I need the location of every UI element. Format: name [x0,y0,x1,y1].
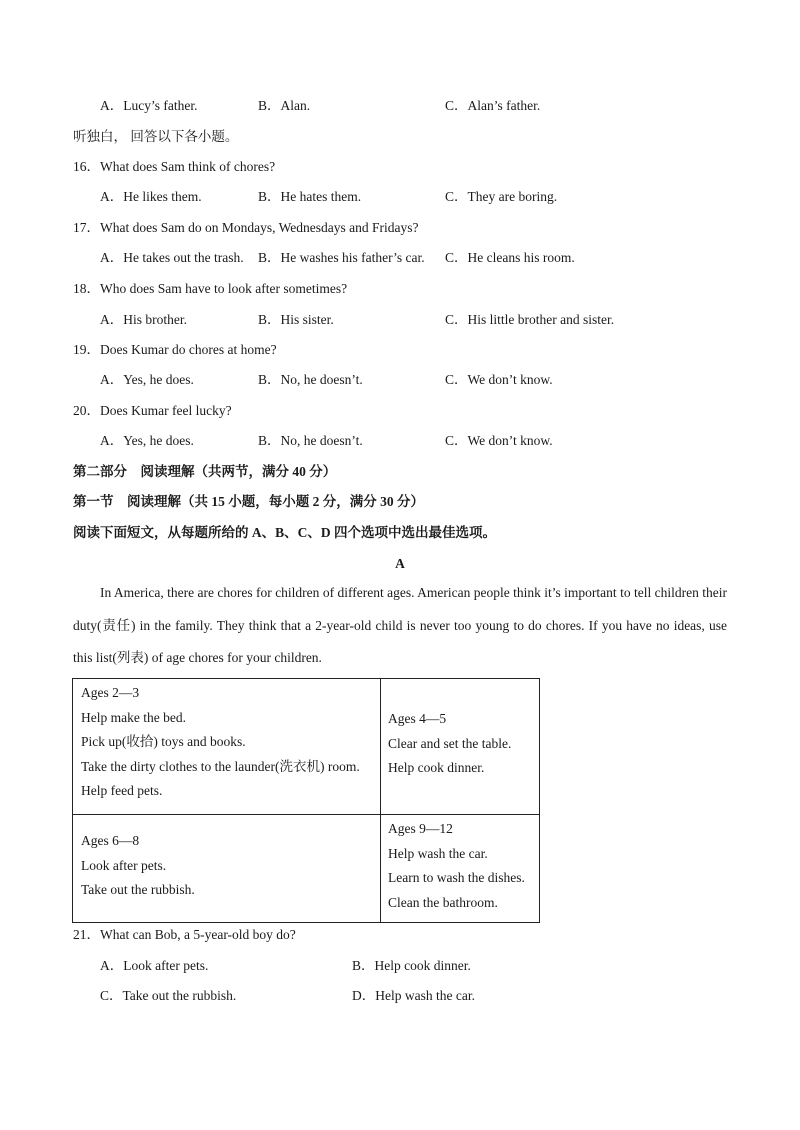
cell-title: Ages 2—3 [81,685,140,700]
option-b: B．No, he doesn’t. [258,372,363,387]
cell-item: Take the dirty clothes to the launder(洗衣机) room. [81,758,360,774]
question-stem: 19．Does Kumar do chores at home? [73,342,277,357]
cell-item: Help wash the car. [388,845,488,861]
option-d: D．Help wash the car. [352,988,475,1003]
table-divider-horizontal [73,814,539,815]
question-stem: 17．What does Sam do on Mondays, Wednesdays and Fridays? [73,220,419,235]
option-c: C．We don’t know. [445,433,553,448]
q15-option-b: B．Alan. [258,98,311,113]
option-b: B．His sister. [258,312,334,327]
table-divider-vertical [380,679,381,922]
table-cell-ages-4-5 [388,707,511,781]
option-a: A．He takes out the trash. [100,250,244,265]
passage-text [73,577,727,675]
option-b: B．He hates them. [258,189,362,204]
passage-body: In America, there are chores for children of different ages. American people think it’s important to tell children their duty(责任) in the family. They think that a 2-year-old child is never too young to do chores. If you have no ideas, use this list(列表) of age chores for your children. [73,585,727,665]
age-chores-table [72,678,540,923]
option-a: A．Yes, he does. [100,372,194,387]
q15-option-c: C．Alan’s father. [445,98,541,113]
cell-title: Ages 4—5 [388,711,447,726]
cell-item: Look after pets. [81,857,167,873]
cell-item: Learn to wash the dishes. [388,870,525,885]
question-stem: 18．Who does Sam have to look after sometimes? [73,281,348,296]
monologue-intro: 听独白， 回答以下各小题。 [73,129,239,144]
table-cell-ages-6-8 [81,829,195,903]
cell-item: Pick up(收拾) toys and books. [81,734,246,749]
cell-item: Clean the bathroom. [388,894,498,910]
cell-item: Help feed pets. [81,783,163,798]
option-a: A．He likes them. [100,189,202,204]
cell-item: Take out the rubbish. [81,882,195,897]
option-c: C．He cleans his room. [445,250,575,265]
q15-option-a: A．Lucy’s father. [100,98,198,113]
cell-item: Clear and set the table. [388,735,512,751]
option-a: A．His brother. [100,312,187,327]
section-2-title: 第二部分 阅读理解（共两节，满分 40 分） [73,464,337,479]
option-b: B．He washes his father’s car. [258,250,425,265]
option-a: A．Look after pets. [100,958,209,973]
table-cell-ages-9-12 [388,817,525,915]
cell-title: Ages 9—12 [388,821,453,836]
option-b: B．No, he doesn’t. [258,433,363,448]
option-c: C．Take out the rubbish. [100,988,237,1003]
section-2-part-1-title: 第一节 阅读理解（共 15 小题，每小题 2 分，满分 30 分） [73,494,424,509]
cell-item: Help cook dinner. [388,760,485,775]
cell-item: Help make the bed. [81,709,186,725]
option-c: C．His little brother and sister. [445,312,615,327]
question-stem: 20．Does Kumar feel lucky? [73,403,232,418]
reading-instructions: 阅读下面短文，从每题所给的 A、B、C、D 四个选项中选出最佳选项。 [73,525,497,540]
option-b: B．Help cook dinner. [352,958,471,973]
passage-label: A [395,556,405,571]
option-c: C．They are boring. [445,189,558,204]
option-c: C．We don’t know. [445,372,553,387]
question-stem: 21．What can Bob, a 5-year-old boy do? [73,927,296,942]
option-a: A．Yes, he does. [100,433,194,448]
table-cell-ages-2-3 [81,681,360,804]
question-stem: 16．What does Sam think of chores? [73,159,276,174]
cell-title: Ages 6—8 [81,833,140,848]
